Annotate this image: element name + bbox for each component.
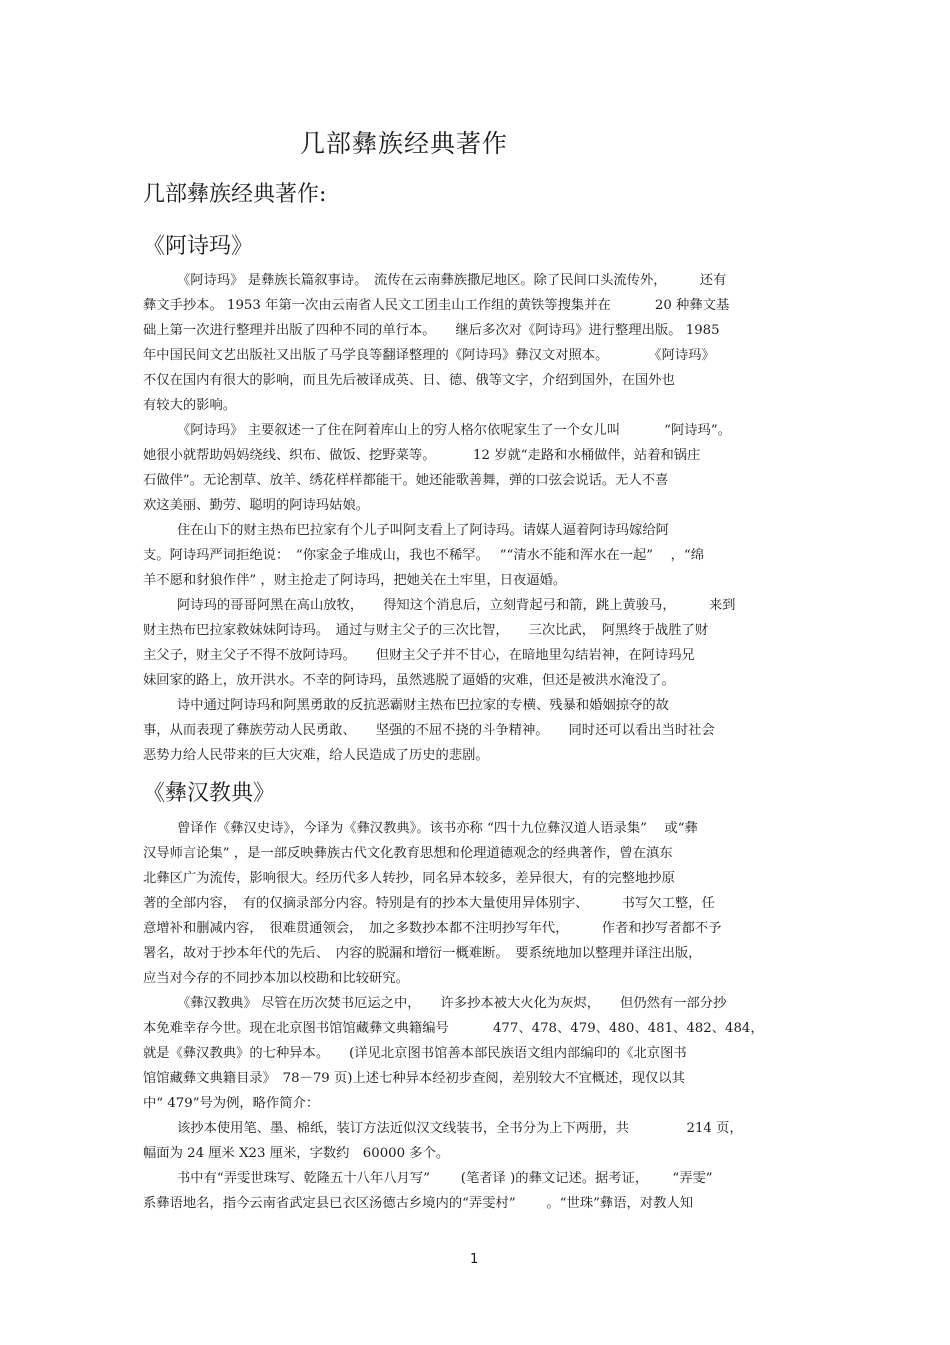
text-line: 她很小就帮助妈妈绕线、织布、做饭、挖野菜等。 12 岁就“走路和水桶做伴，站着和锅庄 [143, 448, 701, 463]
text-line: 系彝语地名，指今云南省武定县已衣区汤德古乡境内的“弄雯村” 。“世珠”彝语，对教人知 [143, 1196, 693, 1211]
text-line: 住在山下的财主热布巴拉家有个儿子叫阿支看上了阿诗玛。请媒人逼着阿诗玛嫁给阿 [177, 523, 669, 538]
text-line: 事，从而表现了彝族劳动人民勇敢、 坚强的不屈不挠的斗争精神。 同时还可以看出当时社会 [143, 723, 715, 738]
section-heading-ashima: 《阿诗玛》 [143, 234, 254, 259]
paragraph [143, 693, 813, 768]
text-line: 妹回家的路上，放开洪水。不幸的阿诗玛，虽然逃脱了逼婚的灾难，但还是被洪水淹没了。 [143, 673, 675, 688]
text-line: 本免难幸存今世。现在北京图书馆馆藏彝文典籍编号 477、478、479、480、481、482、484， [143, 1021, 764, 1036]
text-line: 《阿诗玛》 主要叙述一了住在阿着库山上的穷人格尔依呢家生了一个女儿叫 “阿诗玛”。 [177, 423, 731, 438]
text-line: 《阿诗玛》 是彝族长篇叙事诗。 流传在云南彝族撒尼地区。除了民间口头流传外， 还有 [177, 273, 727, 288]
paragraph [143, 991, 813, 1116]
page-number: 1 [470, 1252, 479, 1267]
text-line: 意增补和删减内容， 很难贯通领会， 加之多数抄本都不注明抄写年代， 作者和抄写者都不予 [143, 921, 722, 936]
text-line: 北彝区广为流传，影响很大。经历代多人转抄，同名异本较多，差异很大，有的完整地抄原 [143, 871, 675, 886]
paragraph [143, 418, 813, 518]
text-line: 书中有“弄雯世珠写、乾隆五十八年八月写” (笔者译 )的彝文记述。据考证， “弄雯” [177, 1171, 713, 1186]
text-line: 曾译作《彝汉史诗》，今译为《彝汉教典》。该书亦称 “四十九位彝汉道人语录集” 或“彝 [177, 821, 698, 836]
text-line: 汉导师言论集” ，是一部反映彝族古代文化教育思想和伦理道德观念的经典著作，曾在滇东 [143, 846, 673, 861]
paragraph [143, 518, 813, 593]
text-line: 支。阿诗玛严词拒绝说： “你家金子堆成山，我也不稀罕。 ”“清水不能和浑水在一起” ，“绵 [143, 548, 705, 563]
paragraph [143, 1116, 813, 1166]
text-line: 应当对今存的不同抄本加以校勘和比较研究。 [143, 971, 409, 986]
text-line: 诗中通过阿诗玛和阿黑勇敢的反抗恶霸财主热布巴拉家的专横、残暴和婚姻掠夺的故 [177, 698, 669, 713]
text-line: 财主热布巴拉家救妹妹阿诗玛。 通过与财主父子的三次比智， 三次比武， 阿黑终于战胜了财 [143, 623, 709, 638]
text-line: 就是《彝汉教典》的七种异本。 (详见北京图书馆善本部民族语文组内部编印的《北京图书 [143, 1046, 687, 1061]
text-line: 羊不愿和豺狼作伴” ，财主抢走了阿诗玛，把她关在土牢里，日夜逼婚。 [143, 573, 567, 588]
text-line: 幅面为 24 厘米 X23 厘米，字数约 60000 多个。 [143, 1146, 450, 1161]
text-line: 主父子，财主父子不得不放阿诗玛。 但财主父子并不甘心，在暗地里勾结岩神，在阿诗玛兄 [143, 648, 695, 663]
text-line: 彝文手抄本。 1953 年第一次由云南省人民文工团圭山工作组的黄铁等搜集并在 20 种彝文基 [143, 298, 730, 313]
text-line: 石做伴”。无论割草、放羊、绣花样样都能干。她还能歌善舞，弹的口弦会说话。无人不喜 [143, 473, 669, 488]
text-line: 该抄本使用笔、墨、棉纸，装订方法近似汉文线装书，全书分为上下两册，共 214 页， [177, 1121, 743, 1136]
text-line: 年中国民间文艺出版社又出版了马学良等翻译整理的《阿诗玛》彝汉文对照本。 《阿诗玛》 [143, 348, 715, 363]
text-line: 不仅在国内有很大的影响，而且先后被译成英、日、德、俄等文字，介绍到国外，在国外也 [143, 373, 675, 388]
section-body-yihan-jiaodian [143, 816, 813, 1216]
text-line: 著的全部内容， 有的仅摘录部分内容。特别是有的抄本大量使用异体别字、 书写欠工整，任 [143, 896, 715, 911]
paragraph [143, 1166, 813, 1216]
text-line: 有较大的影响。 [143, 398, 237, 413]
paragraph [143, 268, 813, 418]
text-line: 馆馆藏彝文典籍目录》 78－79 页)上述七种异本经初步查阅，差别较大不宜概述，现仅以其 [143, 1071, 685, 1086]
paragraph [143, 816, 813, 991]
page-title: 几部彝族经典著作 [300, 129, 509, 158]
text-line: 恶势力给人民带来的巨大灾难，给人民造成了历史的悲剧。 [143, 748, 489, 763]
paragraph [143, 593, 813, 693]
text-line: 《彝汉教典》 尽管在历次焚书厄运之中， 许多抄本被大火化为灰烬， 但仍然有一部分抄 [177, 996, 727, 1011]
text-line: 欢这美丽、勤劳、聪明的阿诗玛姑娘。 [143, 498, 370, 513]
section-body-ashima [143, 268, 813, 768]
page-subtitle: 几部彝族经典著作: [143, 182, 327, 207]
text-line: 阿诗玛的哥哥阿黑在高山放牧， 得知这个消息后，立刻背起弓和箭，跳上黄骏马， 来到 [177, 598, 736, 613]
section-heading-yihan-jiaodian: 《彝汉教典》 [143, 781, 276, 806]
text-line: 署名，故对于抄本年代的先后、 内容的脱漏和增衍一概难断。 要系统地加以整理并译注出版， [143, 946, 702, 961]
text-line: 础上第一次进行整理并出版了四种不同的单行本。 继后多次对《阿诗玛》进行整理出版。 1985 [143, 323, 720, 338]
text-line: 中“ 479”号为例，略作简介： [143, 1096, 320, 1111]
